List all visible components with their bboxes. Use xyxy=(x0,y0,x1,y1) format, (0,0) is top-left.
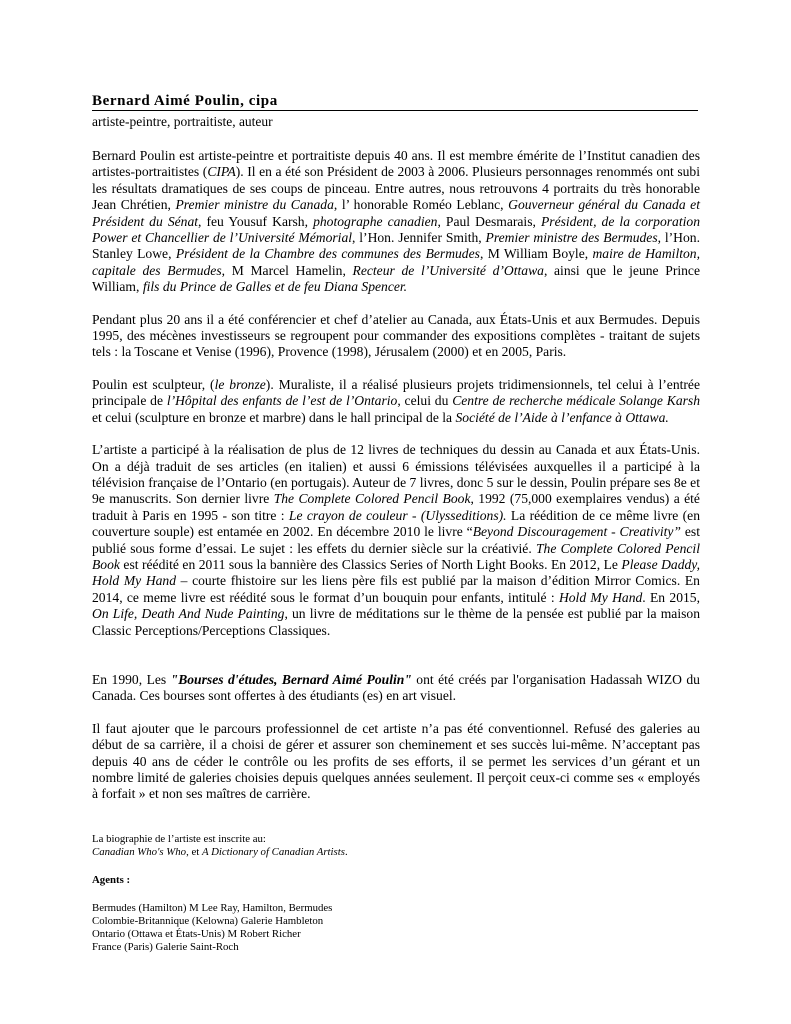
p1-text: , l’ honorable Roméo Leblanc, xyxy=(333,197,509,213)
paragraph-sculpture xyxy=(92,377,700,426)
p4-text: , un livre de méditations sur le thème de la pensée est publié par la maison Classic Perceptions/Perceptions Classiques. xyxy=(92,606,701,638)
p4-text: , 1992 (75,000 exemplaires vendus) a été traduit à Paris en 1995 - son titre : xyxy=(92,491,700,523)
p4-text: – courte fhistoire sur les liens père fils est publié par la maison d’édition Mirror Comics. En 2014, ce meme livre est réédité sous le format d’un bouquin pour enfants, intitulé : xyxy=(92,573,700,605)
p4-italic: Hold My Hand xyxy=(558,589,643,605)
p1-italic: CIPA xyxy=(207,164,236,180)
p1-italic: Président de la Chambre des communes des Bermudes xyxy=(175,246,480,262)
p1-text: , l’Hon. Stanley Lowe, xyxy=(92,230,700,262)
p3-italic: l’Hôpital des enfants de l’est de l’Ontario xyxy=(166,393,398,409)
bio-line-2 xyxy=(92,846,700,859)
paragraph-conferences: Pendant plus 20 ans il a été conférencier et chef d’atelier au Canada, aux États-Unis et aux Bermudes. Depuis 1995, des mécènes investisseurs se regroupent pour commander des expositions complètes - traitant de sujets tels : la Toscane et Venise (1996), Provence (1998), Jérusalem (2000) et en 2005, Paris. xyxy=(92,311,700,360)
p3-text: Poulin est sculpteur, ( xyxy=(92,376,215,392)
p4-italic: On Life, Death And Nude Painting xyxy=(92,606,285,622)
agents-list xyxy=(92,902,700,954)
p1-text: ). Il en a été son Président de 2003 à 2006. Plusieurs personnages renommés ont subi les résultats dramatiques de ses coups de pinceau. Entre autres, nous retrouvons 4 portraits du très honorable Jean Chrétien, xyxy=(92,164,700,213)
bio-separator: , et xyxy=(186,845,202,858)
paragraph-portraits xyxy=(92,148,700,296)
paragraph-career: Il faut ajouter que le parcours professionnel de cet artiste n’a pas été conventionnel. Refusé des galeries au début de sa carrière, il a choisi de gérer et assurer son cheminement et ses succès lui-même. N’acceptant pas depuis 40 ans de céder le contrôle ou les profits de ses efforts, il se permet les services d’un gérant et un nombre limité de galeries choisies depuis quelques années seulement. Il perçoit ceux-ci comme ses « employés à forfait » et non ses maîtres de carrière. xyxy=(92,720,700,802)
p3-italic: Société de l’Aide à l’enfance à Ottawa. xyxy=(455,409,669,425)
p1-italic: Premier ministre du Canada xyxy=(175,197,334,213)
biography-note xyxy=(92,833,700,859)
scholarship-name: "Bourses d'études, Bernard Aimé Poulin" xyxy=(170,671,412,687)
p1-italic: photographe canadien xyxy=(313,213,438,229)
p5-text: ont été créés par l'organisation Hadassah WIZO du Canada. Ces bourses sont offertes à des étudiants (es) en art visuel. xyxy=(92,671,700,704)
p3-text: , celui du xyxy=(397,393,453,409)
agent-item: Bermudes (Hamilton) M Lee Ray, Hamilton, Bermudes xyxy=(92,901,333,914)
p1-italic: Gouverneur général du Canada et Président du Sénat xyxy=(92,197,700,229)
p1-italic: fils du Prince de Galles et de feu Diana Spencer. xyxy=(142,279,408,295)
agent-item: Colombie-Britannique (Kelowna) Galerie Hambleton xyxy=(92,914,324,927)
document-subtitle: artiste-peintre, portraitiste, auteur xyxy=(92,114,273,129)
p3-italic: le bronze xyxy=(214,376,266,392)
paragraph-books xyxy=(92,442,700,639)
p4-italic: Please Daddy, Hold My Hand xyxy=(92,556,700,589)
paragraph-scholarships xyxy=(92,672,700,705)
p1-text: , M Marcel Hamelin, xyxy=(221,262,353,278)
p4-text: La réédition de ce même livre (en couverture souple) est entamée en 2002. En décembre 2010 le livre “ xyxy=(92,507,701,540)
p4-italic: Le crayon de couleur - (Ulysseditions). xyxy=(288,507,507,523)
p3-italic: Centre de recherche médicale Solange Karsh xyxy=(452,393,701,409)
bio-line-1: La biographie de l’artiste est inscrite au: xyxy=(92,832,266,845)
p1-text: , l’Hon. Jennifer Smith, xyxy=(352,230,486,246)
p3-text: ). Muraliste, il a réalisé plusieurs projets tridimensionnels, tel celui à l’entrée principale de xyxy=(92,376,700,409)
agent-item: France (Paris) Galerie Saint-Roch xyxy=(92,940,239,953)
p1-italic: maire de Hamilton, capitale des Bermudes xyxy=(92,246,700,278)
p1-text: , ainsi que le jeune Prince William, xyxy=(92,262,700,295)
p5-text: En 1990, Les xyxy=(92,671,171,687)
p3-text: et celui (sculpture en bronze et marbre) dans le hall principal de la xyxy=(92,409,456,425)
p4-text: est publié sous forme d’essai. Le sujet : les effets du dernier siècle sur la créativié. xyxy=(92,524,700,556)
p1-italic: Recteur de l’Université d’Ottawa xyxy=(352,262,544,278)
document-title: Bernard Aimé Poulin, cipa xyxy=(92,93,278,109)
p4-italic: Beyond Discouragement - Creativity” xyxy=(472,524,681,540)
agent-item: Ontario (Ottawa et États-Unis) M Robert Richer xyxy=(92,927,301,940)
bio-source-2: A Dictionary of Canadian Artists xyxy=(201,845,345,858)
p4-italic: The Complete Colored Pencil Book xyxy=(273,491,471,507)
bio-end: . xyxy=(344,845,348,858)
bio-source-1: Canadian Who's Who xyxy=(92,845,187,858)
agents-heading: Agents : xyxy=(92,873,131,886)
p4-text: . En 2015, xyxy=(642,589,700,605)
p4-italic: The Complete Colored Pencil Book xyxy=(92,540,700,572)
title-row xyxy=(92,92,698,111)
p1-text: , M William Boyle, xyxy=(479,246,593,262)
p1-italic: Président, de la corporation Power et Chancellier de l’Université Mémorial xyxy=(92,213,701,246)
p4-text: L’artiste a participé à la réalisation de plus de 12 livres de techniques du dessin au Canada et aux États-Unis. On a déjà traduit de ses articles (en italien) et aussi 6 émissions télévisées auxquelles il a participé à la télévision française de l’Ontario (en portugais). Auteur de 7 livres, donc 5 sur le dessin, Poulin prépare ses 8e et 9e manuscrits. Son dernier livre xyxy=(92,442,700,507)
p1-text: , feu Yousuf Karsh, xyxy=(198,213,314,229)
document-content xyxy=(92,92,700,954)
p1-italic: Premier ministre des Bermudes xyxy=(485,230,658,246)
p1-text: Bernard Poulin est artiste-peintre et portraitiste depuis 40 ans. Il est membre émérite de l’Institut canadien des artistes-portraitistes ( xyxy=(92,148,700,180)
p1-text: , Paul Desmarais, xyxy=(437,213,541,229)
p4-text: est réédité en 2011 sous la bannière des Classics Series of North Light Books. En 2012, Le xyxy=(119,556,622,572)
